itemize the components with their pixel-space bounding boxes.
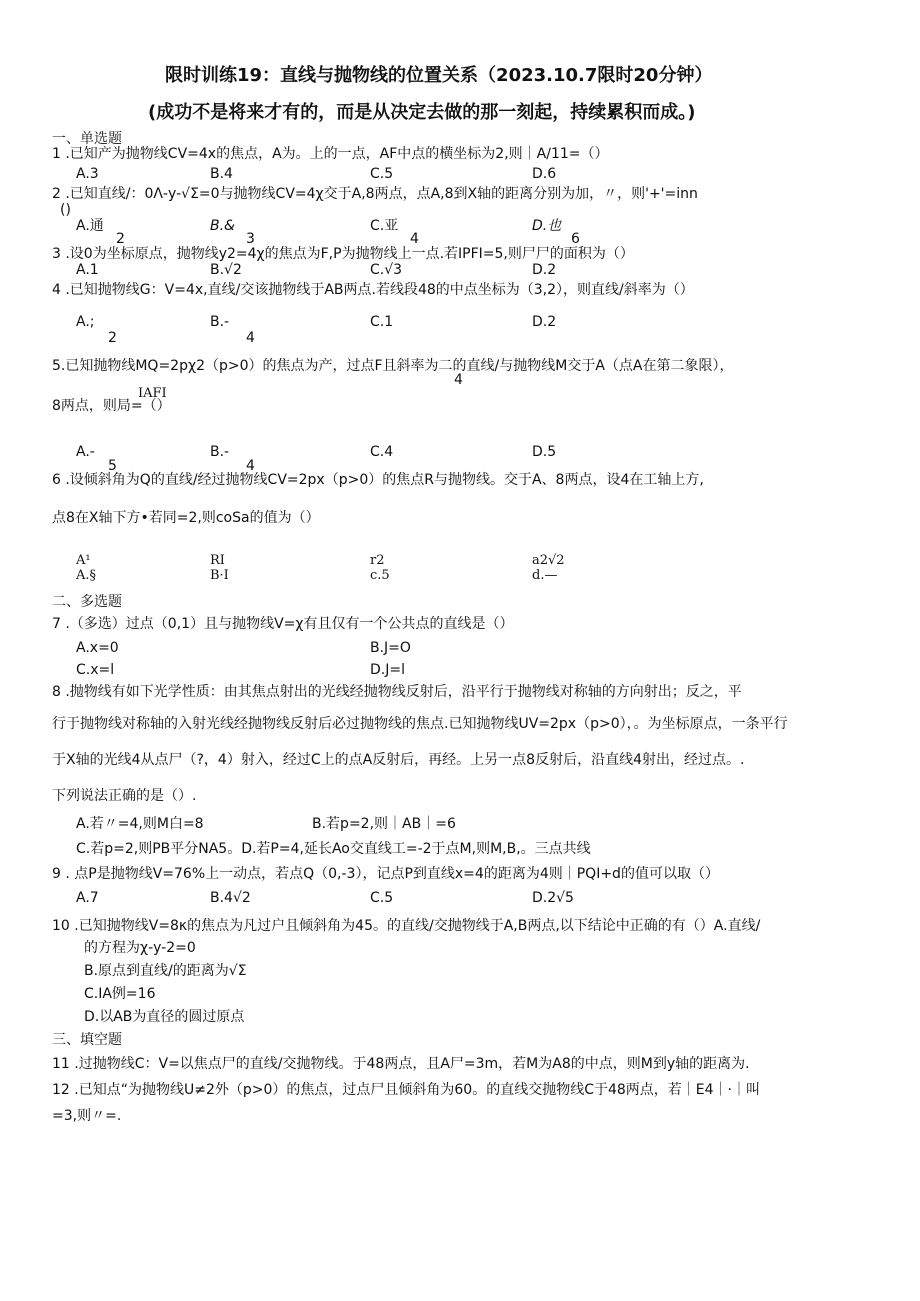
question-6-option-c-bottom: c.5 bbox=[370, 568, 390, 583]
question-7-option-c: C.x=l bbox=[76, 662, 115, 678]
question-5-option-b: B.- bbox=[210, 444, 230, 460]
question-1-option-a: A.3 bbox=[76, 166, 99, 182]
question-4-stem: 4 .已知抛物线G：V=4x,直线/交该抛物线于AB两点.若线段48的中点坐标为（3,2），则直线/斜率为（） bbox=[52, 282, 694, 298]
question-5-stem: 5.已知抛物线MQ=2pχ2（p>0）的焦点为产，过点F且斜率为二的直线/与抛物线M交于A（点A在第二象限）， bbox=[52, 358, 734, 374]
question-8-line-1: 8 .抛物线有如下光学性质：由其焦点射出的光线经抛物线反射后，沿平行于抛物线对称轴的方向射出；反之，平 bbox=[52, 684, 742, 700]
question-4-option-b-denominator: 4 bbox=[246, 330, 255, 346]
question-2-option-d: D.也 bbox=[532, 218, 562, 234]
question-8-option-b: B.若p=2,则｜AB｜=6 bbox=[312, 816, 456, 832]
question-9-option-c: C.5 bbox=[370, 890, 394, 906]
question-7-option-d: D.J=l bbox=[370, 662, 405, 678]
question-9-option-d: D.2√5 bbox=[532, 890, 574, 906]
question-2-option-a: A.通 bbox=[76, 218, 104, 234]
question-3-option-d: D.2 bbox=[532, 262, 557, 278]
question-8-line-4: 下列说法正确的是（）. bbox=[52, 788, 197, 804]
question-10-line-2: 的方程为χ-y-2=0 bbox=[84, 940, 196, 956]
question-3-option-a: A.1 bbox=[76, 262, 99, 278]
question-6-option-a-bottom: A.§ bbox=[76, 568, 97, 583]
question-2-paren: () bbox=[60, 202, 71, 218]
question-2-option-d-denominator: 6 bbox=[571, 231, 580, 247]
question-6-option-d-bottom: d.— bbox=[532, 568, 558, 583]
question-2-option-b: B.& bbox=[210, 218, 235, 234]
section-heading-multiple-choice: 二、多选题 bbox=[52, 594, 122, 610]
question-6-option-c-top: r2 bbox=[370, 553, 385, 568]
question-1-stem: 1 .已知产为抛物线CV=4x的焦点，A为。上的一点，AF中点的横坐标为2,则｜A∕11=（） bbox=[52, 146, 609, 162]
question-4-option-a-denominator: 2 bbox=[108, 330, 117, 346]
question-6-line-2: 点8在X轴下方•若同=2,则coSa的值为（） bbox=[52, 510, 320, 526]
question-10-option-c: C.IA例=16 bbox=[84, 986, 156, 1002]
question-2-stem: 2 .已知直线/：0Λ-y-√Σ=0与抛物线CV=4χ交于A,8两点，点A,8到X轴的距离分别为加，〃，则'+'=inn bbox=[52, 186, 698, 202]
question-1-option-c: C.5 bbox=[370, 166, 394, 182]
question-5-fraction-numerator: IAFI bbox=[138, 386, 167, 401]
question-3-option-c: C.√3 bbox=[370, 262, 403, 278]
question-6-option-a-top: A¹ bbox=[76, 553, 91, 568]
question-6-option-b-top: RI bbox=[210, 553, 225, 568]
question-6-option-d-top: a2√2 bbox=[532, 553, 565, 568]
question-6-stem: 6 .设倾斜角为Q的直线/经过抛物线CV=2px（p>0）的焦点R与抛物线。交于A、8两点，设4在工轴上方, bbox=[52, 472, 704, 488]
question-7-option-a: A.x=0 bbox=[76, 640, 119, 656]
question-1-option-b: B.4 bbox=[210, 166, 233, 182]
question-10-option-b: B.原点到直线/的距离为√Σ bbox=[84, 963, 247, 979]
question-12-stem: 12 .已知点“为抛物线U≠2外（p>0）的焦点，过点尸且倾斜角为60。的直线交抛物线C于48两点，若｜E4｜·｜叫 bbox=[52, 1082, 760, 1098]
question-8-line-2: 行于抛物线对称轴的入射光线经抛物线反射后必过抛物线的焦点.已知抛物线UV=2px（p>0），。为坐标原点，一条平行 bbox=[52, 716, 788, 732]
question-6-option-b-bottom: B·I bbox=[210, 568, 229, 583]
question-2-option-b-denominator: 3 bbox=[246, 231, 255, 247]
question-4-option-d: D.2 bbox=[532, 314, 557, 330]
question-5-option-a: A.- bbox=[76, 444, 95, 460]
question-5-option-d: D.5 bbox=[532, 444, 557, 460]
question-11-stem: 11 .过抛物线C：V=以焦点尸的直线/交抛物线。于48两点，且A尸=3m，若M为A8的中点，则M到y轴的距离为. bbox=[52, 1056, 750, 1072]
question-5-line-2: 8两点，则局=（） bbox=[52, 398, 171, 414]
question-5-option-a-denominator: 5 bbox=[108, 458, 117, 474]
question-8-line-3: 于X轴的光线4从点尸（?，4）射入，经过C上的点A反射后，再经。上另一点8反射后，沿直线4射出，经过点。. bbox=[52, 752, 745, 768]
question-3-option-b: B.√2 bbox=[210, 262, 242, 278]
question-7-option-b: B.J=O bbox=[370, 640, 411, 656]
question-12-line-2: =3,则〃=. bbox=[52, 1108, 122, 1124]
question-5-slope-denominator: 4 bbox=[454, 372, 463, 388]
question-2-option-a-denominator: 2 bbox=[116, 231, 125, 247]
page-title: 限时训练19：直线与抛物线的位置关系（2023.10.7限时20分钟） bbox=[165, 65, 713, 86]
question-4-option-b: B.- bbox=[210, 314, 230, 330]
question-1-option-d: D.6 bbox=[532, 166, 557, 182]
question-5-option-c: C.4 bbox=[370, 444, 394, 460]
question-9-option-a: A.7 bbox=[76, 890, 99, 906]
question-4-option-a: A.; bbox=[76, 314, 95, 330]
question-4-option-c: C.1 bbox=[370, 314, 394, 330]
question-3-stem: 3 .设0为坐标原点，抛物线y2=4χ的焦点为F,P为抛物线上一点.若IPFI=5,则尸尸的面积为（） bbox=[52, 246, 634, 262]
question-5-option-b-denominator: 4 bbox=[246, 458, 255, 474]
section-heading-fill-in: 三、填空题 bbox=[52, 1032, 122, 1048]
question-10-option-d: D.以AB为直径的圆过原点 bbox=[84, 1009, 245, 1025]
question-8-option-a: A.若〃=4,则M白=8 bbox=[76, 816, 204, 832]
question-9-option-b: B.4√2 bbox=[210, 890, 251, 906]
question-10-stem: 10 .已知抛物线V=8κ的焦点为凡过户且倾斜角为45。的直线/交抛物线于A,B两点,以下结论中正确的有（）A.直线/ bbox=[52, 918, 761, 934]
question-7-stem: 7 .（多选）过点（0,1）且与抛物线V=χ有且仅有一个公共点的直线是（） bbox=[52, 616, 514, 632]
question-2-option-c-denominator: 4 bbox=[410, 231, 419, 247]
question-2-option-c: C.亚 bbox=[370, 218, 399, 234]
motto: (成功不是将来才有的，而是从决定去做的那一刻起，持续累积而成。) bbox=[148, 102, 696, 123]
question-9-stem: 9 . 点P是抛物线V=76%上一动点，若点Q（0,-3），记点P到直线x=4的距离为4则｜PQI+d的值可以取（） bbox=[52, 866, 719, 882]
section-heading-single-choice: 一、单选题 bbox=[52, 131, 122, 147]
question-8-options-c-d: C.若p=2,则PB平分NA5。D.若P=4,延长Ao交直线工=-2于点M,则M,B,。三点共线 bbox=[76, 841, 591, 857]
